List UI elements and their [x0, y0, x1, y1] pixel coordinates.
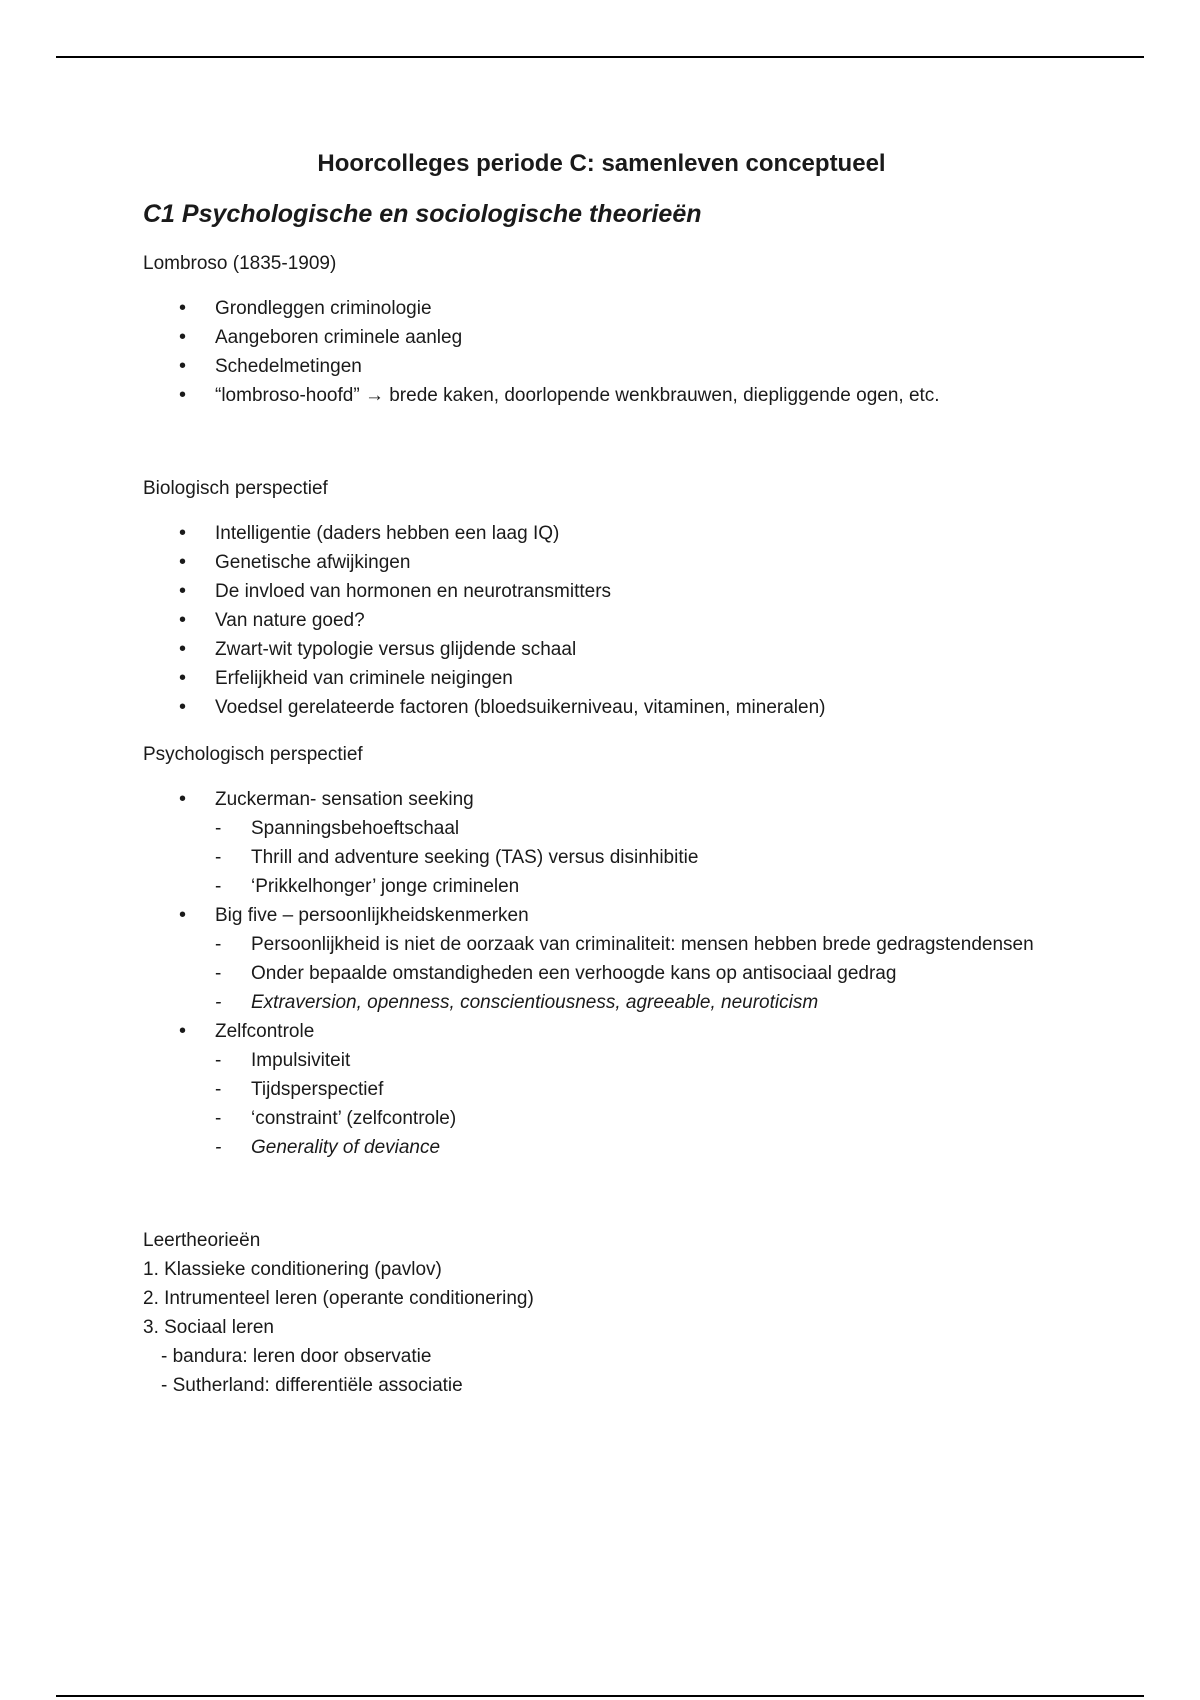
list-item: • Zwart-wit typologie versus glijdende schaal: [143, 635, 1103, 664]
list-item: [143, 785, 1103, 901]
item-label: Big five – persoonlijkheidskenmerken: [215, 905, 529, 926]
top-rule: [56, 56, 1144, 58]
biologisch-heading: Biologisch perspectief: [143, 478, 328, 499]
list-item: [143, 1017, 1103, 1162]
sub-item: - Thrill and adventure seeking (TAS) versus disinhibitie: [215, 843, 1103, 872]
numbered-sub-item: - bandura: leren door observatie: [161, 1346, 432, 1367]
numbered-item: 1. Klassieke conditionering (pavlov): [143, 1259, 442, 1280]
leertheorieen-heading: Leertheorieën: [143, 1230, 261, 1251]
item-label: Zelfcontrole: [215, 1021, 315, 1042]
sub-list: [215, 1046, 1103, 1162]
biologisch-list: [143, 519, 1103, 722]
sub-item: - ‘Prikkelhonger’ jonge criminelen: [215, 872, 1103, 901]
numbered-item: 3. Sociaal leren: [143, 1317, 274, 1338]
lombroso-list: [143, 294, 1103, 410]
list-item: • Schedelmetingen: [143, 352, 1103, 381]
list-item: • Aangeboren criminele aanleg: [143, 323, 1103, 352]
list-item: • Voedsel gerelateerde factoren (bloedsuikerniveau, vitaminen, mineralen): [143, 693, 1103, 722]
list-item: [143, 901, 1103, 1017]
item-label: Zuckerman- sensation seeking: [215, 789, 474, 810]
list-item: • Grondleggen criminologie: [143, 294, 1103, 323]
numbered-item: 2. Intrumenteel leren (operante conditionering): [143, 1288, 534, 1309]
sub-list: [215, 814, 1103, 901]
page-title: Hoorcolleges periode C: samenleven conceptueel: [317, 150, 886, 177]
sub-item: - Extraversion, openness, conscientiousness, agreeable, neuroticism: [215, 988, 1103, 1017]
sub-list: [215, 930, 1103, 1017]
list-item: • De invloed van hormonen en neurotransmitters: [143, 577, 1103, 606]
document-body: [143, 140, 1103, 1400]
list-item: • “lombroso-hoofd” → brede kaken, doorlopende wenkbrauwen, diepliggende ogen, etc.: [143, 381, 1103, 410]
sub-item: - Spanningsbehoeftschaal: [215, 814, 1103, 843]
psychologisch-heading: Psychologisch perspectief: [143, 744, 363, 765]
sub-item: - Onder bepaalde omstandigheden een verhoogde kans op antisociaal gedrag: [215, 959, 1103, 988]
sub-item: - ‘constraint’ (zelfcontrole): [215, 1104, 1103, 1133]
list-item: • Intelligentie (daders hebben een laag IQ): [143, 519, 1103, 548]
bottom-rule: [56, 1695, 1144, 1697]
lombroso-heading: Lombroso (1835-1909): [143, 253, 337, 274]
sub-item: - Impulsiviteit: [215, 1046, 1103, 1075]
sub-item: - Generality of deviance: [215, 1133, 1103, 1162]
section-heading: C1 Psychologische en sociologische theorieën: [143, 200, 702, 228]
sub-item: - Persoonlijkheid is niet de oorzaak van criminaliteit: mensen hebben brede gedragstendensen: [215, 930, 1103, 959]
psychologisch-list: [143, 785, 1103, 1162]
numbered-sub-item: - Sutherland: differentiële associatie: [161, 1375, 463, 1396]
list-item: • Genetische afwijkingen: [143, 548, 1103, 577]
leertheorieen-list: [143, 1255, 1103, 1400]
list-item: • Erfelijkheid van criminele neigingen: [143, 664, 1103, 693]
sub-item: - Tijdsperspectief: [215, 1075, 1103, 1104]
list-item: • Van nature goed?: [143, 606, 1103, 635]
